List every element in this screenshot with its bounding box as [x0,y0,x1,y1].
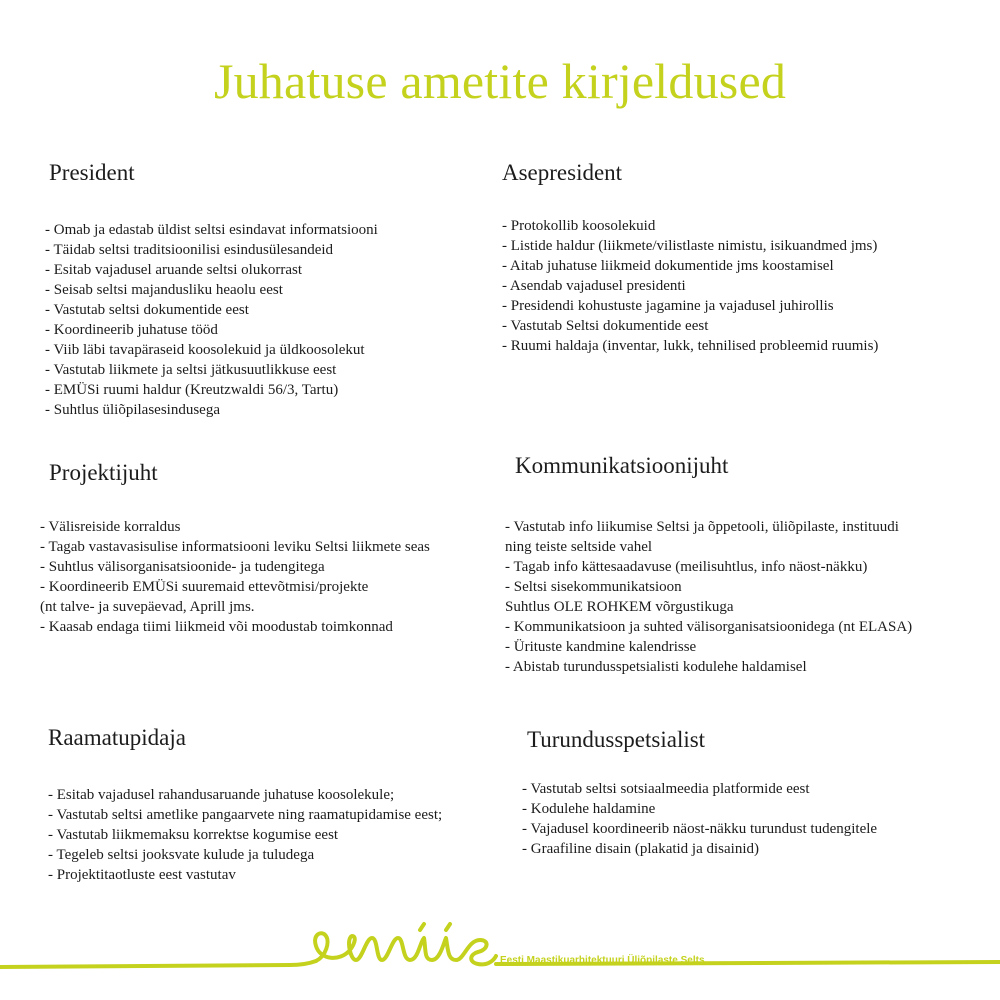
section-heading-projektijuht: Projektijuht [49,460,158,485]
duty-item: - Ruumi haldaja (inventar, lukk, tehnilised probleemid ruumis) [502,338,879,354]
section-turundusspetsialist [522,727,878,857]
emus-logo-icon [0,920,1000,980]
section-projektijuht [40,460,430,635]
section-kommunikatsioonijuht [505,453,913,675]
org-name: Eesti Maastikuarhitektuuri Üliõpilaste Selts [500,955,705,966]
duty-item: - Kodulehe haldamine [522,801,656,817]
duty-item: - Vastutab liikmemaksu korrektse kogumise eest [48,827,339,843]
duty-item: - Koordineerib EMÜSi suuremaid ettevõtmisi/projekte [40,579,369,595]
duty-item: - Esitab vajadusel aruande seltsi olukorrast [45,262,303,278]
duty-item: ning teiste seltside vahel [505,539,653,555]
duty-item: - Vajadusel koordineerib näost-näkku turundust tudengitele [522,821,878,837]
duty-item: - Ürituste kandmine kalendrisse [505,639,697,655]
section-heading-turundusspetsialist: Turundusspetsialist [527,727,706,752]
section-heading-kommunikatsioonijuht: Kommunikatsioonijuht [515,453,729,478]
duty-list-raamatupidaja [48,785,442,885]
duty-item: - Koordineerib juhatuse tööd [45,322,218,338]
duty-list-president [45,220,378,420]
duty-item: - Suhtlus üliõpilasesindusega [45,402,220,418]
duty-list-projektijuht [40,517,430,637]
duty-item: - Esitab vajadusel rahandusaruande juhatuse koosolekule; [48,787,395,803]
duty-item: - Protokollib koosolekuid [502,218,656,234]
duty-item: Suhtlus OLE ROHKEM võrgustikuga [505,599,734,615]
duty-item: - Seltsi sisekommunikatsioon [505,579,682,595]
duty-item: - Viib läbi tavapäraseid koosolekuid ja üldkoosolekut [45,342,365,358]
duty-item: - Presidendi kohustuste jagamine ja vajadusel juhirollis [502,298,834,314]
duty-item: - Vastutab Seltsi dokumentide eest [502,318,709,334]
duty-item: (nt talve- ja suvepäevad, Aprill jms. [40,599,255,615]
duty-item: - Tagab info kättesaadavuse (meilisuhtlus, info näost-näkku) [505,559,868,575]
duty-list-turundusspetsialist [522,779,877,859]
duty-item: - Kommunikatsioon ja suhted välisorganisatsioonidega (nt ELASA) [505,619,913,635]
duty-item: - Välisreiside korraldus [40,519,181,535]
duty-list-kommunikatsioonijuht [505,517,912,677]
duty-item: - Vastutab info liikumise Seltsi ja õppetooli, üliõpilaste, instituudi [505,519,899,535]
duty-item: - Vastutab liikmete ja seltsi jätkusuutlikkuse eest [45,362,337,378]
logo-baseline-left [0,961,316,967]
page-title: Juhatuse ametite kirjeldused [213,53,787,109]
duty-item: - Aitab juhatuse liikmeid dokumentide jms koostamisel [502,258,834,274]
duty-item: - Asendab vajadusel presidenti [502,278,686,294]
duty-item: - Vastutab seltsi dokumentide eest [45,302,249,318]
section-president [45,160,378,418]
duty-item: - Tegeleb seltsi jooksvate kulude ja tuludega [48,847,315,863]
section-heading-president: President [49,160,135,185]
section-heading-asepresident: Asepresident [502,160,623,185]
logo-umlaut [420,924,450,930]
duty-list-asepresident [502,216,878,356]
duty-item: - Vastutab seltsi ametlike pangaarvete ning raamatupidamise eest; [48,807,443,823]
section-raamatupidaja [48,725,443,883]
duty-item: - Projektitaotluste eest vastutav [48,867,236,883]
logo-script [315,933,496,964]
duty-item: - Omab ja edastab üldist seltsi esindavat informatsiooni [45,222,378,238]
duty-item: - Abistab turundusspetsialisti kodulehe haldamisel [505,659,807,675]
duty-item: - EMÜSi ruumi haldur (Kreutzwaldi 56/3, Tartu) [45,382,339,398]
duty-item: - Listide haldur (liikmete/vilistlaste nimistu, isikuandmed jms) [502,238,878,254]
duty-item: - Vastutab seltsi sotsiaalmeedia platformide eest [522,781,810,797]
duty-item: - Tagab vastavasisulise informatsiooni leviku Seltsi liikmete seas [40,539,430,555]
duty-item: - Graafiline disain (plakatid ja disainid) [522,841,760,857]
duty-item: - Kaasab endaga tiimi liikmeid või moodustab toimkonnad [40,619,393,635]
section-asepresident [502,160,879,354]
section-heading-raamatupidaja: Raamatupidaja [48,725,186,750]
duty-item: - Seisab seltsi majandusliku heaolu eest [45,282,283,298]
duty-item: - Suhtlus välisorganisatsioonide- ja tudengitega [40,559,325,575]
duty-item: - Täidab seltsi traditsioonilisi esindusülesandeid [45,242,334,258]
